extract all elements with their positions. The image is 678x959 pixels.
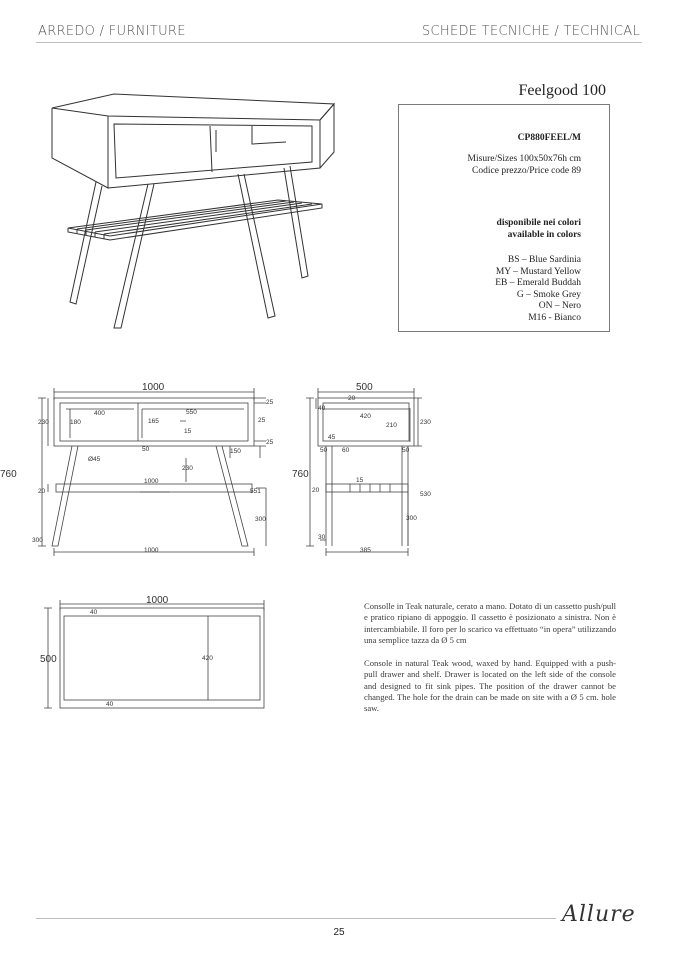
dim-label: 40 [90, 609, 98, 616]
color-item: EB – Emerald Buddah [495, 278, 581, 288]
product-perspective-drawing [40, 92, 340, 332]
dim-label: 25 [266, 399, 274, 406]
dim-label: 15 [184, 428, 192, 435]
color-item: G – Smoke Grey [516, 289, 581, 300]
price-code-text: Codice prezzo/Price code 89 [472, 166, 581, 176]
dim-label: 20 [348, 395, 356, 402]
dim-label: 760 [292, 469, 309, 480]
top-view-drawing [36, 592, 276, 718]
dim-label: 30 [318, 534, 326, 541]
dim-label: 1000 [144, 547, 159, 554]
dim-label: 1000 [142, 382, 165, 393]
footer-divider [36, 918, 556, 919]
front-view-drawing [0, 378, 300, 560]
dim-label: 385 [360, 547, 371, 554]
dim-label: 300 [406, 515, 417, 522]
side-view-drawing [290, 378, 440, 560]
dim-label: 500 [40, 654, 57, 665]
availability-it: disponibile nei colori [496, 218, 581, 228]
size-info [468, 153, 581, 177]
dim-label: 20 [312, 487, 320, 494]
dim-label: 551 [250, 488, 261, 495]
dim-label: 760 [0, 469, 17, 480]
page-number: 25 [333, 927, 345, 938]
dim-label: 180 [70, 419, 81, 426]
color-list [495, 255, 581, 324]
header-section-left: ARREDO / FURNITURE [38, 24, 186, 39]
dim-label: 40 [318, 405, 326, 412]
dim-label: 50 [142, 446, 150, 453]
dim-label: 420 [360, 413, 371, 420]
dim-label: 15 [356, 477, 364, 484]
dim-label: 210 [386, 422, 397, 429]
dim-label: 420 [202, 655, 213, 662]
dim-label: 1000 [146, 595, 169, 606]
brand-logo: Allure [562, 902, 636, 927]
availability-en: available in colors [507, 230, 581, 240]
dim-label: 25 [266, 439, 274, 446]
dim-label: 230 [420, 419, 431, 426]
color-item: MY – Mustard Yellow [495, 266, 581, 277]
color-item: ON – Nero [538, 301, 581, 311]
dim-label: 50 [402, 447, 410, 454]
dim-label: 45 [328, 434, 336, 441]
dim-label: 40 [106, 701, 114, 708]
dim-label: 400 [94, 410, 105, 417]
header-divider [36, 42, 642, 43]
header-section-right: SCHEDE TECNICHE / TECHNICAL [421, 24, 640, 39]
product-title: Feelgood 100 [518, 82, 606, 99]
dim-label: 165 [148, 418, 159, 425]
availability-heading [497, 217, 581, 241]
color-item: BS – Blue Sardinia [507, 255, 581, 265]
description-english: Console in natural Teak wood, waxed by hand. Equipped with a push-pull drawer and shelf. Drawer is located on the left side of the console and designed to fit sink pipes. The position of the drawer cannot be changed. The hole for the drain can be made on site with a Ø 5 cm. hole saw. [364, 658, 616, 714]
spec-box [398, 104, 610, 332]
dim-label: 60 [342, 447, 350, 454]
dim-label: 230 [38, 419, 49, 426]
dim-label: 50 [320, 447, 328, 454]
dim-label: 150 [230, 448, 241, 455]
description-italian: Consolle in Teak naturale, cerato a mano. Dotato di un cassetto push/pull e pratico ripiano di appoggio. Il cassetto è posizionato a sinistra. Non è intercambiabile. Il foro per lo scarico va effettuato “in opera” utilizzando una semplice tazza da Ø 5 cm [364, 601, 616, 645]
dim-label: 550 [186, 409, 197, 416]
dim-label: 500 [356, 382, 373, 393]
dim-label: 20 [38, 488, 46, 495]
product-code: CP880FEEL/M [517, 133, 581, 143]
dim-label: 530 [420, 491, 431, 498]
dim-label: Ø45 [88, 456, 101, 463]
color-item: M16 - Bianco [528, 312, 581, 323]
dim-label: 230 [182, 465, 193, 472]
dim-label: 1000 [144, 478, 159, 485]
dim-label: 25 [258, 417, 266, 424]
dim-label: 300 [32, 537, 43, 544]
sizes-text: Misure/Sizes 100x50x76h cm [467, 154, 581, 164]
dim-label: 300 [255, 516, 266, 523]
